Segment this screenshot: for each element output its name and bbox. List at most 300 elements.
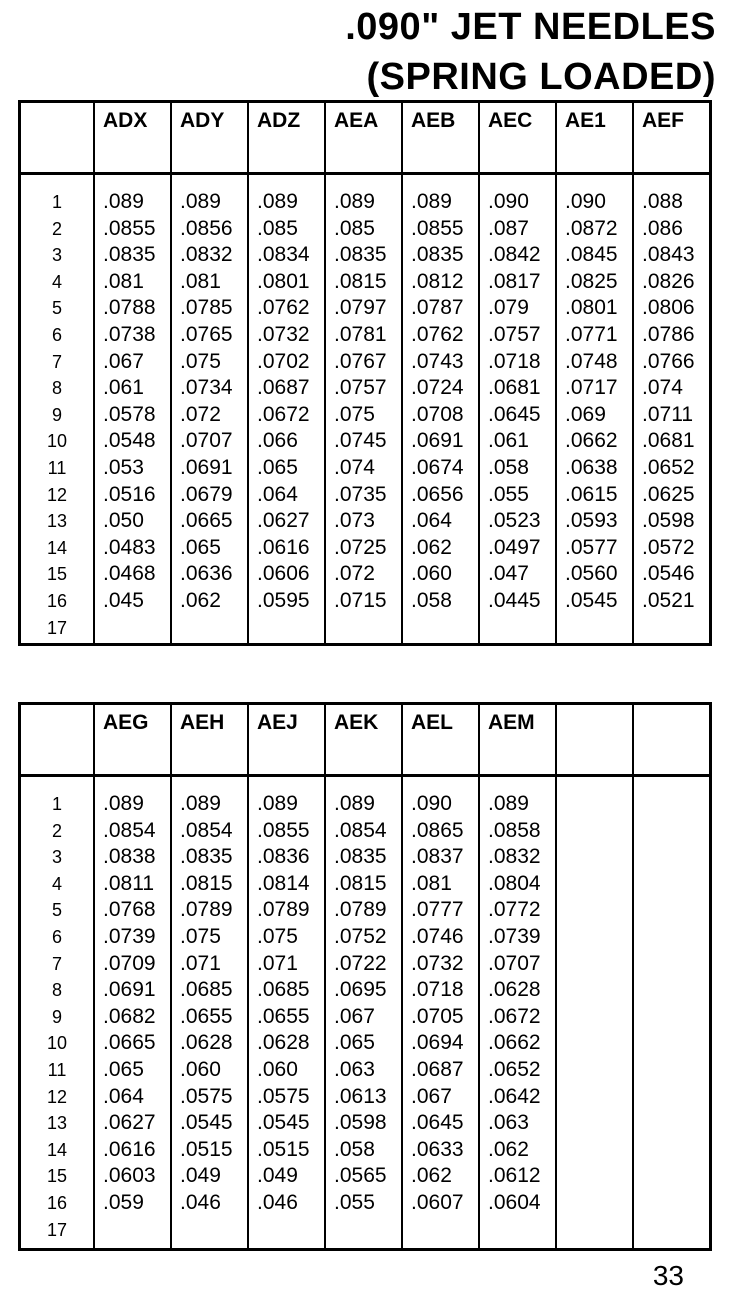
column-header: ADX — [95, 103, 172, 172]
table-cell: .045 — [103, 588, 144, 612]
table-cell: .0638 — [565, 455, 618, 479]
row-number: 6 — [51, 926, 62, 947]
table-cell: .0483 — [103, 535, 156, 559]
table-cell: .0804 — [488, 871, 541, 895]
table-cell: .0695 — [334, 978, 387, 1002]
table-cell: .062 — [488, 1137, 529, 1161]
table-cell — [565, 844, 632, 871]
table-cell: .0575 — [180, 1084, 233, 1108]
table-cell: .065 — [103, 1057, 144, 1081]
table-cell: .0855 — [411, 216, 464, 240]
table-cell: .065 — [257, 455, 298, 479]
table-cell: .055 — [488, 482, 529, 506]
table-cell: .0604 — [488, 1190, 541, 1214]
table-cell: .0855 — [257, 818, 310, 842]
row-number: 12 — [46, 1086, 68, 1107]
table-cell: .058 — [488, 455, 529, 479]
table-cell: .0445 — [488, 588, 541, 612]
table-cell: .067 — [411, 1084, 452, 1108]
table-cell: .0545 — [565, 588, 618, 612]
table-cell: .0789 — [257, 898, 310, 922]
column-header: AEG — [95, 705, 172, 774]
data-column — [172, 777, 249, 1248]
table-cell — [103, 1217, 170, 1244]
table-cell: .0718 — [488, 349, 541, 373]
table-cell: .0575 — [257, 1084, 310, 1108]
table-cell: .0771 — [565, 322, 618, 346]
table-cell: .0523 — [488, 509, 541, 533]
table-cell: .065 — [180, 535, 221, 559]
table-cell: .0665 — [180, 509, 233, 533]
table-cell — [642, 791, 709, 818]
table-cell — [411, 615, 478, 642]
table-cell: .066 — [257, 429, 298, 453]
table-cell: .0577 — [565, 535, 618, 559]
table-cell: .0856 — [180, 216, 233, 240]
table-cell: .0739 — [103, 924, 156, 948]
table-cell: .0865 — [411, 818, 464, 842]
table-cell: .071 — [257, 951, 298, 975]
row-number: 17 — [46, 617, 68, 638]
row-number: 17 — [46, 1219, 68, 1240]
page-title-line-2: (SPRING LOADED) — [366, 56, 716, 98]
data-column — [480, 777, 557, 1248]
jet-needle-table-2 — [18, 702, 712, 1251]
table-cell: .0772 — [488, 898, 541, 922]
table-cell — [642, 818, 709, 845]
data-column — [634, 777, 709, 1248]
table-cell: .058 — [334, 1137, 375, 1161]
table-cell: .0854 — [180, 818, 233, 842]
row-number: 12 — [46, 484, 68, 505]
row-number: 14 — [46, 537, 68, 558]
table-cell: .0801 — [257, 269, 310, 293]
table-cell: .046 — [257, 1190, 298, 1214]
row-number: 14 — [46, 1139, 68, 1160]
column-header: AEJ — [249, 705, 326, 774]
table-cell: .087 — [488, 216, 529, 240]
table-cell: .0765 — [180, 322, 233, 346]
column-header — [557, 705, 634, 774]
table-cell: .0615 — [565, 482, 618, 506]
row-number: 5 — [51, 900, 62, 921]
table-cell: .0606 — [257, 562, 310, 586]
data-column — [95, 175, 172, 643]
table-cell: .079 — [488, 296, 529, 320]
column-header: AEC — [480, 103, 557, 172]
table-cell: .0672 — [488, 1004, 541, 1028]
table-cell: .0548 — [103, 429, 156, 453]
table-cell: .053 — [103, 455, 144, 479]
table-cell — [642, 1137, 709, 1164]
column-header: AEM — [480, 705, 557, 774]
table-cell: .0743 — [411, 349, 464, 373]
table-cell: .0603 — [103, 1164, 156, 1188]
table-cell: .0545 — [180, 1111, 233, 1135]
table-cell: .0612 — [488, 1164, 541, 1188]
table-cell: .0685 — [180, 978, 233, 1002]
table-cell: .089 — [257, 190, 298, 213]
table-cell — [180, 1217, 247, 1244]
column-header: AEF — [642, 109, 684, 132]
table-cell — [642, 1030, 709, 1057]
table-cell: .0694 — [411, 1031, 464, 1055]
column-header: AEH — [172, 705, 249, 774]
table-cell: .0815 — [180, 871, 233, 895]
table-cell: .0613 — [334, 1084, 387, 1108]
table-cell: .0665 — [103, 1031, 156, 1055]
table-cell: .0814 — [257, 871, 310, 895]
table-cell: .0752 — [334, 924, 387, 948]
table-cell: .0662 — [565, 429, 618, 453]
table-cell — [565, 615, 632, 642]
table-cell: .089 — [334, 190, 375, 213]
jet-needle-table-1 — [18, 100, 712, 646]
table-cell: .0598 — [334, 1111, 387, 1135]
table-cell: .063 — [334, 1057, 375, 1081]
table-cell — [565, 1163, 632, 1190]
table-cell: .0757 — [334, 376, 387, 400]
table-cell: .0655 — [180, 1004, 233, 1028]
table-cell: .086 — [642, 216, 683, 240]
table-cell: .0797 — [334, 296, 387, 320]
table-cell: .062 — [411, 535, 452, 559]
table-cell: .0707 — [180, 429, 233, 453]
table-cell — [257, 615, 324, 642]
table-cell: .090 — [565, 190, 606, 213]
table-cell: .0781 — [334, 322, 387, 346]
table-cell: .0515 — [257, 1137, 310, 1161]
table-cell: .0625 — [642, 482, 695, 506]
table-cell: .0521 — [642, 588, 695, 612]
table-cell: .0674 — [411, 455, 464, 479]
table-cell — [642, 951, 709, 978]
table-cell: .0718 — [411, 978, 464, 1002]
table-cell: .089 — [180, 792, 221, 815]
table-cell — [565, 1110, 632, 1137]
table-cell: .0682 — [103, 1004, 156, 1028]
table-cell: .0593 — [565, 509, 618, 533]
table-cell: .058 — [411, 588, 452, 612]
table-cell: .0687 — [411, 1057, 464, 1081]
table-cell — [565, 1057, 632, 1084]
table-cell: .0843 — [642, 243, 695, 267]
table-cell: .0578 — [103, 402, 156, 426]
table-cell — [565, 818, 632, 845]
column-header: ADY — [172, 103, 249, 172]
table-cell: .089 — [411, 190, 452, 213]
table-cell — [642, 1004, 709, 1031]
table-cell: .0811 — [103, 871, 154, 895]
table-header-row — [21, 103, 709, 175]
table-cell: .0854 — [103, 818, 156, 842]
row-number: 16 — [46, 1192, 68, 1213]
table-cell: .0732 — [257, 322, 310, 346]
table-cell: .0815 — [334, 871, 387, 895]
table-cell: .0705 — [411, 1004, 464, 1028]
table-cell: .0837 — [411, 845, 464, 869]
table-cell: .0546 — [642, 562, 695, 586]
table-cell: .0838 — [103, 845, 156, 869]
table-cell: .0691 — [103, 978, 156, 1002]
table-cell: .0858 — [488, 818, 541, 842]
table-cell: .0757 — [488, 322, 541, 346]
table-cell: .0565 — [334, 1164, 387, 1188]
table-cell: .0832 — [180, 243, 233, 267]
table-cell: .0607 — [411, 1190, 464, 1214]
table-cell: .085 — [257, 216, 298, 240]
column-header: AEL — [403, 705, 480, 774]
table-cell — [334, 615, 401, 642]
table-cell: .071 — [180, 951, 221, 975]
table-cell: .047 — [488, 562, 529, 586]
table-cell: .0687 — [257, 376, 310, 400]
table-cell: .0709 — [103, 951, 156, 975]
table-cell: .064 — [411, 509, 452, 533]
table-cell: .059 — [103, 1190, 144, 1214]
table-cell — [565, 1190, 632, 1217]
table-cell — [565, 1217, 632, 1244]
row-number: 9 — [51, 404, 62, 425]
table-cell: .0627 — [257, 509, 310, 533]
data-column — [326, 777, 403, 1248]
table-cell: .075 — [334, 402, 375, 426]
table-cell: .074 — [334, 455, 375, 479]
row-number: 4 — [51, 271, 62, 292]
table-cell: .0628 — [180, 1031, 233, 1055]
table-cell: .0724 — [411, 376, 464, 400]
table-cell: .0515 — [180, 1137, 233, 1161]
table-cell: .0616 — [103, 1137, 156, 1161]
page-title-line-1: .090" JET NEEDLES — [345, 6, 716, 48]
table-cell: .0681 — [642, 429, 695, 453]
table-cell — [180, 615, 247, 642]
table-cell: .060 — [257, 1057, 298, 1081]
row-number: 7 — [51, 953, 62, 974]
table-cell — [565, 1030, 632, 1057]
table-cell: .0787 — [411, 296, 464, 320]
table-cell: .081 — [103, 269, 144, 293]
table-cell: .0708 — [411, 402, 464, 426]
table-cell: .0826 — [642, 269, 695, 293]
row-number: 15 — [46, 1166, 68, 1187]
table-cell — [565, 1084, 632, 1111]
table-cell — [642, 1110, 709, 1137]
table-cell: .073 — [334, 509, 375, 533]
table-cell: .0762 — [411, 322, 464, 346]
table-cell: .0707 — [488, 951, 541, 975]
table-cell — [411, 1217, 478, 1244]
table-cell: .0679 — [180, 482, 233, 506]
table-cell: .0598 — [642, 509, 695, 533]
table-cell: .081 — [411, 871, 452, 895]
table-cell: .0685 — [257, 978, 310, 1002]
table-cell: .0835 — [103, 243, 156, 267]
table-cell: .0785 — [180, 296, 233, 320]
table-cell: .0645 — [488, 402, 541, 426]
table-cell — [565, 977, 632, 1004]
table-cell — [565, 791, 632, 818]
table-cell — [103, 615, 170, 642]
table-cell: .0767 — [334, 349, 387, 373]
table-cell — [565, 1137, 632, 1164]
table-cell — [565, 951, 632, 978]
table-cell: .063 — [488, 1111, 529, 1135]
table-cell: .0762 — [257, 296, 310, 320]
table-cell — [565, 897, 632, 924]
table-cell: .0691 — [411, 429, 464, 453]
table-cell: .0842 — [488, 243, 541, 267]
table-cell: .0825 — [565, 269, 618, 293]
table-cell: .0786 — [642, 322, 695, 346]
table-cell: .0738 — [103, 322, 156, 346]
data-column — [634, 175, 709, 643]
table-cell: .0711 — [642, 402, 693, 426]
table-cell: .089 — [488, 792, 529, 815]
table-cell — [642, 615, 709, 642]
table-cell: .089 — [103, 190, 144, 213]
table-cell: .0655 — [257, 1004, 310, 1028]
table-cell: .0834 — [257, 243, 310, 267]
table-cell: .062 — [180, 588, 221, 612]
table-cell: .0715 — [334, 588, 387, 612]
table-cell: .0702 — [257, 349, 310, 373]
data-column — [95, 777, 172, 1248]
table-cell — [257, 1217, 324, 1244]
row-number: 13 — [46, 1113, 68, 1134]
table-cell: .0642 — [488, 1084, 541, 1108]
table-cell: .0717 — [565, 376, 618, 400]
table-cell — [488, 615, 555, 642]
table-cell: .0735 — [334, 482, 387, 506]
table-cell: .075 — [257, 924, 298, 948]
table-cell: .0560 — [565, 562, 618, 586]
table-cell: .0633 — [411, 1137, 464, 1161]
row-number: 15 — [46, 564, 68, 585]
row-number: 5 — [51, 298, 62, 319]
row-number: 8 — [51, 378, 62, 399]
table-cell — [642, 1057, 709, 1084]
table-cell: .0789 — [334, 898, 387, 922]
row-number: 9 — [51, 1006, 62, 1027]
table-cell: .0748 — [565, 349, 618, 373]
table-cell: .0777 — [411, 898, 464, 922]
column-header: AEB — [403, 103, 480, 172]
table-cell: .060 — [411, 562, 452, 586]
row-number: 3 — [51, 847, 62, 868]
table-cell: .0468 — [103, 562, 156, 586]
table-cell: .0739 — [488, 924, 541, 948]
table-cell: .0497 — [488, 535, 541, 559]
table-cell: .0845 — [565, 243, 618, 267]
table-cell: .069 — [565, 402, 606, 426]
table-cell — [642, 897, 709, 924]
table-cell: .0835 — [334, 845, 387, 869]
table-cell: .0872 — [565, 216, 618, 240]
row-number: 16 — [46, 590, 68, 611]
table-cell: .0545 — [257, 1111, 310, 1135]
table-cell: .067 — [334, 1004, 375, 1028]
table-body — [21, 777, 709, 1248]
table-cell: .064 — [257, 482, 298, 506]
table-cell: .0836 — [257, 845, 310, 869]
data-column — [480, 175, 557, 643]
table-cell: .0652 — [642, 455, 695, 479]
table-corner-cell — [21, 103, 95, 172]
table-body — [21, 175, 709, 643]
table-cell: .072 — [334, 562, 375, 586]
row-number-column — [21, 777, 95, 1248]
table-cell: .067 — [103, 349, 144, 373]
table-cell — [565, 924, 632, 951]
data-column — [326, 175, 403, 643]
column-header: AEA — [326, 103, 403, 172]
row-number: 1 — [51, 192, 62, 212]
table-cell: .072 — [180, 402, 221, 426]
column-header: ADZ — [249, 103, 326, 172]
table-cell: .0628 — [257, 1031, 310, 1055]
table-cell: .060 — [180, 1057, 221, 1081]
table-cell: .0672 — [257, 402, 310, 426]
row-number: 13 — [46, 511, 68, 532]
table-cell — [642, 977, 709, 1004]
table-cell: .090 — [488, 190, 529, 213]
table-cell: .0627 — [103, 1111, 156, 1135]
row-number: 4 — [51, 873, 62, 894]
data-column — [249, 175, 326, 643]
table-cell: .0788 — [103, 296, 156, 320]
table-cell: .0745 — [334, 429, 387, 453]
table-cell: .061 — [103, 376, 144, 400]
data-column — [403, 175, 480, 643]
table-cell: .0746 — [411, 924, 464, 948]
row-number: 11 — [47, 457, 67, 478]
table-cell: .061 — [488, 429, 529, 453]
table-cell: .050 — [103, 509, 144, 533]
table-cell — [642, 1084, 709, 1111]
table-cell: .0801 — [565, 296, 618, 320]
data-column — [172, 175, 249, 643]
table-cell — [642, 924, 709, 951]
row-number: 11 — [47, 1059, 67, 1080]
table-cell: .089 — [257, 792, 298, 815]
table-cell: .0854 — [334, 818, 387, 842]
row-number: 1 — [51, 794, 62, 814]
table-cell: .089 — [180, 190, 221, 213]
row-number: 3 — [51, 245, 62, 266]
row-number: 2 — [51, 820, 62, 841]
table-cell: .0817 — [488, 269, 541, 293]
table-cell: .0835 — [411, 243, 464, 267]
table-cell — [334, 1217, 401, 1244]
table-cell: .075 — [180, 349, 221, 373]
row-number: 6 — [51, 324, 62, 345]
table-cell: .046 — [180, 1190, 221, 1214]
row-number: 10 — [46, 1033, 68, 1054]
table-cell: .0572 — [642, 535, 695, 559]
table-cell — [642, 844, 709, 871]
data-column — [557, 175, 634, 643]
table-cell — [565, 871, 632, 898]
table-cell: .090 — [411, 792, 452, 815]
page-number: 33 — [652, 1260, 684, 1291]
column-header: AE1 — [557, 103, 634, 172]
table-cell: .0722 — [334, 951, 387, 975]
table-cell: .088 — [642, 190, 683, 213]
table-cell: .0691 — [180, 455, 233, 479]
row-number: 2 — [51, 218, 62, 239]
table-cell: .0806 — [642, 296, 695, 320]
